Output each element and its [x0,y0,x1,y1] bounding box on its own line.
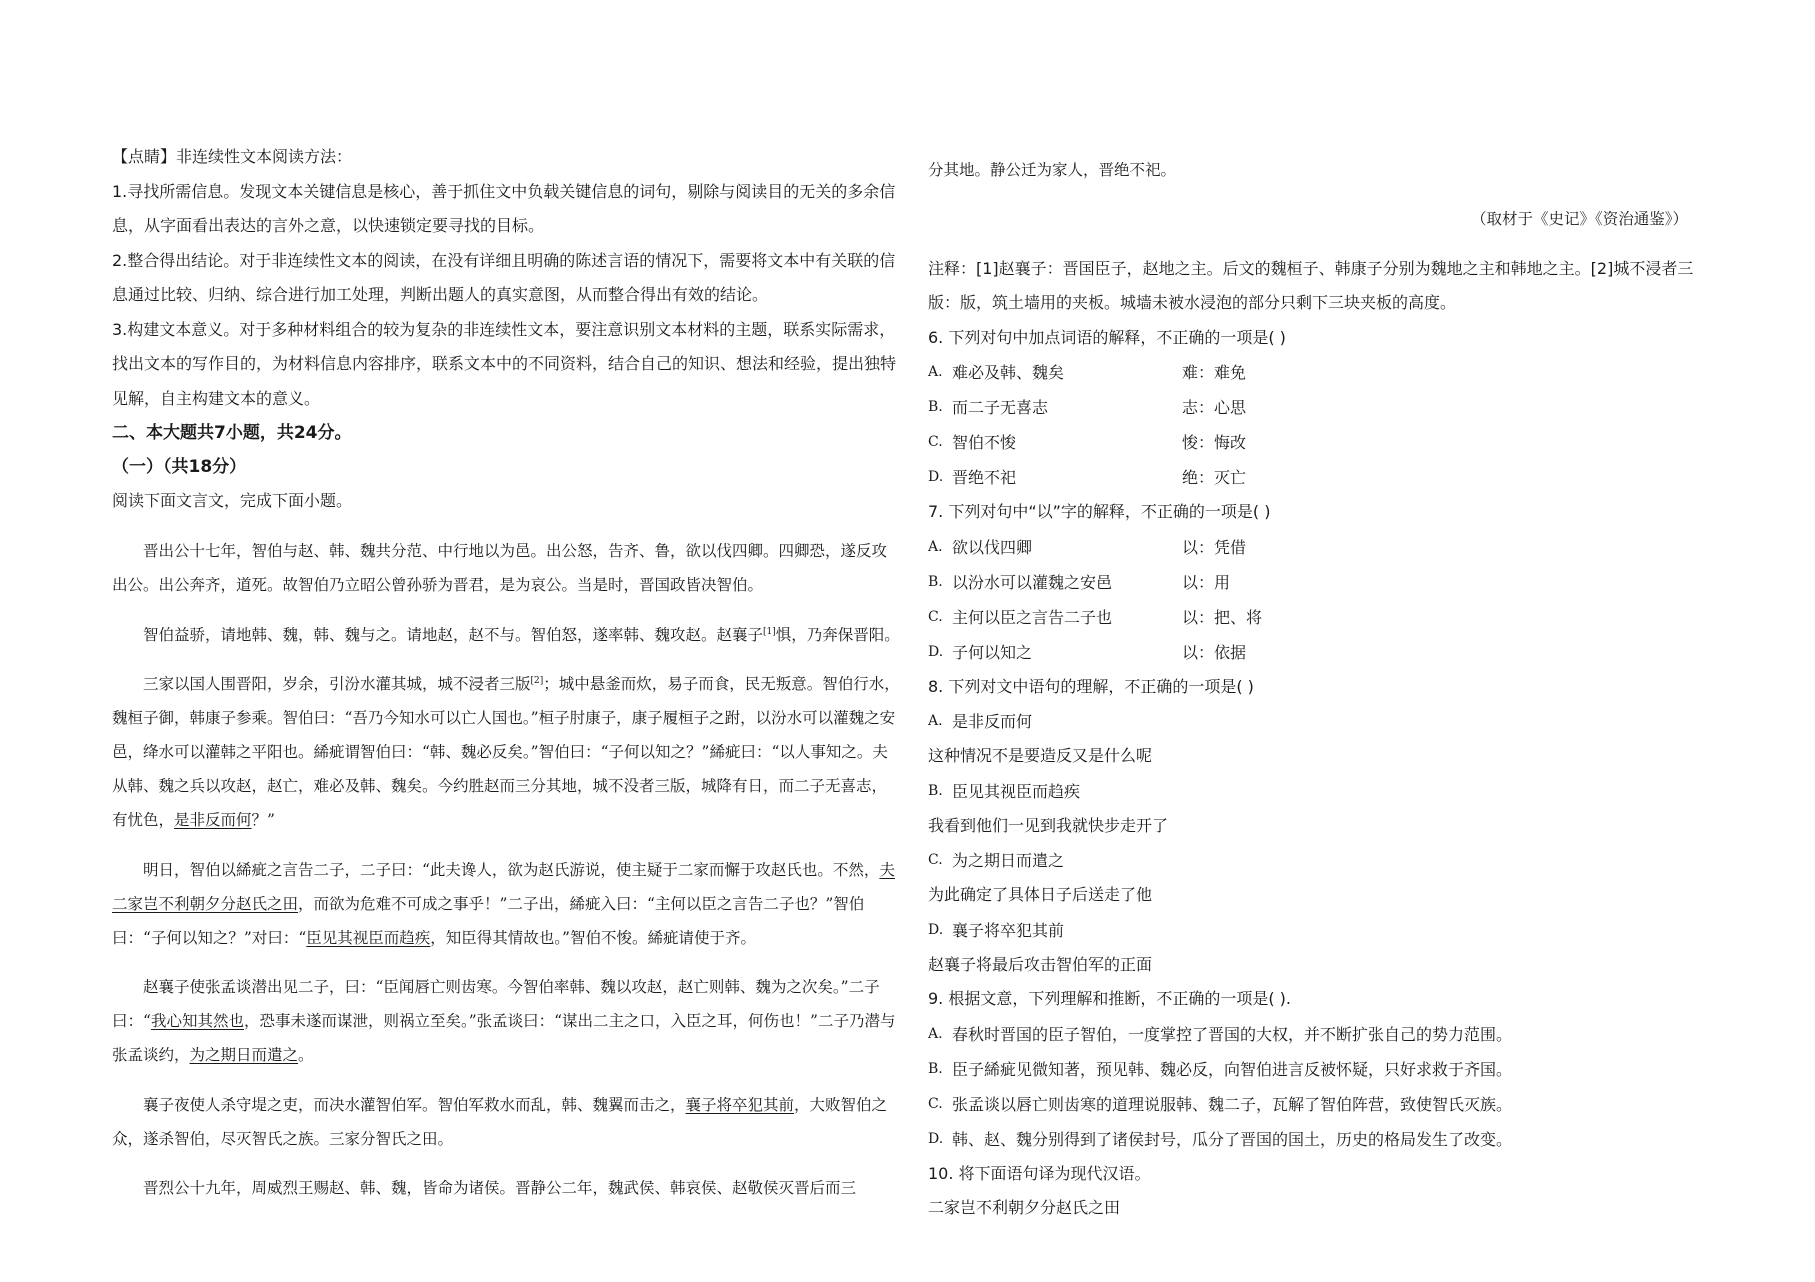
q6-option-c[interactable]: C. 智伯不悛 悛：悔改 [928,433,1247,452]
footnote-marker-1: [1] [763,626,776,637]
tip-1: 1.寻找所需信息。发现文本关键信息是核心，善于抓住文中负载关键信息的词句，剔除与阅读目的无关的多余信息，从字面看出表达的言外之意，以快速锁定要寻找的目标。 [112,181,896,235]
question-8: 8. 下列对文中语句的理解，不正确的一项是( ) [928,676,1254,696]
q7-option-c[interactable]: C. 主何以臣之言告二子也 以：把、将 [928,607,1263,627]
tip-title: 【点睛】非连续性文本阅读方法： [112,147,353,166]
question-7: 7. 下列对句中“以”字的解释，不正确的一项是( ) [928,502,1271,521]
q6-option-d[interactable]: D. 晋绝不祀 绝：灭亡 [928,468,1247,487]
underlined-phrase: 襄子将卒犯其前 [685,1095,795,1114]
underlined-phrase: 是非反而何 [174,811,252,829]
q9-option-b[interactable]: B. 臣子絺疵见微知著，预见韩、魏必反，向智伯进言反被怀疑，只好求救于齐国。 [928,1059,1513,1079]
tip-3: 3.构建文本意义。对于多种材料组合的较为复杂的非连续性文本，要注意识别文本材料的主题，联系实际需求，找出文本的写作目的，为材料信息内容排序，联系文本中的不同资料，结合自己的知识、想法和经验，提出独特见解，自主构建文本的意义。 [112,319,897,408]
left-column [112,140,902,1221]
subsection-heading: （一）（共18分） [112,457,247,477]
q9-option-d[interactable]: D. 韩、赵、魏分别得到了诸侯封号，瓜分了晋国的国土，历史的格局发生了改变。 [928,1129,1513,1149]
q8-option-d[interactable]: D. 襄子将卒犯其前 赵襄子将最后攻击智伯军的正面 [928,920,1153,974]
underlined-phrase: 我心知其然也 [150,1012,244,1030]
source-citation: （取材于《史记》《资治通鉴》） [1470,210,1688,228]
passage-paragraph-5: 赵襄子使张孟谈潜出见二子，曰：“臣闻唇亡则齿寒。今智伯率韩、魏以攻赵，赵亡则韩、魏为之次矣。”二子曰：“我心知其然也，恐事未遂而谋泄，则祸立至矣。”张孟谈曰：“谋出二主之口，入臣之耳，何伤也！”二子乃潜与张孟谈约，为之期日而遣之。 [112,978,896,1064]
section-heading: 二、本大题共7小题，共24分。 [112,423,352,443]
underlined-phrase: 夫二家岂不利朝夕分赵氏之田 [112,860,895,913]
question-10: 10. 将下面语句译为现代汉语。 [928,1163,1151,1183]
q9-option-a[interactable]: A. 春秋时晋国的臣子智伯，一度掌控了晋国的大权，并不断扩张自己的势力范围。 [928,1024,1513,1044]
passage-paragraph-1: 晋出公十七年，智伯与赵、韩、魏共分范、中行地以为邑。出公怒，告齐、鲁，欲以伐四卿。四卿恐，遂反攻出公。出公奔齐，道死。故智伯乃立昭公曾孙骄为晋君，是为哀公。当是时，晋国政皆决智伯。 [112,542,888,594]
right-column [928,137,1718,1226]
passage-paragraph-7-end: 分其地。静公迁为家人，晋绝不祀。 [928,160,1177,179]
question-6: 6. 下列对句中加点词语的解释，不正确的一项是( ) [928,327,1286,347]
q6-option-b[interactable]: B. 而二子无喜志 志：心思 [928,398,1247,417]
question-9: 9. 根据文意，下列理解和推断，不正确的一项是( ). [928,989,1292,1008]
q8-option-c[interactable]: C. 为之期日而遣之 为此确定了具体日子后送走了他 [928,851,1153,904]
q7-option-d[interactable]: D. 子何以知之 以：依据 [928,642,1247,662]
q6-option-a[interactable]: A. 难必及韩、魏矣 难：难免 [928,363,1247,382]
passage-paragraph-4: 明日，智伯以絺疵之言告二子，二子曰：“此夫谗人，欲为赵氏游说，使主疑于二家而懈于攻赵氏也。不然，夫二家岂不利朝夕分赵氏之田，而欲为危难不可成之事乎！”二子出，絺疵入曰：“主何以臣之言告二子也？”智伯曰：“子何以知之？”对曰：“臣见其视臣而趋疾，知臣得其情故也。”智伯不悛。絺疵请使于齐。 [112,860,895,947]
underlined-phrase: 为之期日而遣之 [189,1046,299,1064]
reading-instruction: 阅读下面文言文，完成下面小题。 [112,491,353,510]
footnote-marker-2: [2] [530,675,544,686]
passage-paragraph-6: 襄子夜使人杀守堤之吏，而决水灌智伯军。智伯军救水而乱，韩、魏翼而击之，襄子将卒犯其前，大败智伯之众，遂杀智伯，尽灭智氏之族。三家分智氏之田。 [112,1095,888,1148]
passage-paragraph-3: 三家以国人围晋阳，岁余，引汾水灌其城，城不浸者三版[2]；城中悬釜而炊，易子而食，民无叛意。智伯行水，魏桓子御，韩康子参乘。智伯曰：“吾乃今知水可以亡人国也。”桓子肘康子，康子履桓子之跗，以汾水可以灌魏之安邑，绛水可以灌韩之平阳也。絺疵谓智伯曰：“韩、魏必反矣。”智伯曰：“子何以知之？”絺疵曰：“以人事知之。夫从韩、魏之兵以攻赵，赵亡，难必及韩、魏矣。今约胜赵而三分其地，城不没者三版，城降有日，而二子无喜志，有忧色，是非反而何？” [112,675,900,829]
q10-sentence: 二家岂不利朝夕分赵氏之田 [928,1198,1121,1217]
annotation-notes: 注释：[1]赵襄子：晋国臣子，赵地之主。后文的魏桓子、韩康子分别为魏地之主和韩地之主。[2]城不浸者三版：版，筑土墙用的夹板。城墙未被水浸泡的部分只剩下三块夹板的高度。 [928,258,1694,312]
underlined-phrase: 臣见其视臣而趋疾 [306,928,431,947]
tip-2: 2.整合得出结论。对于非连续性文本的阅读，在没有详细且明确的陈述言语的情况下，需要将文本中有关联的信息通过比较、归纳、综合进行加工处理，判断出题人的真实意图，从而整合得出有效的结论。 [112,250,896,304]
q7-option-a[interactable]: A. 欲以伐四卿 以：凭借 [928,537,1247,557]
q9-option-c[interactable]: C. 张孟谈以唇亡则齿寒的道理说服韩、魏二子，瓦解了智伯阵营，致使智氏灭族。 [928,1094,1513,1114]
q7-option-b[interactable]: B. 以汾水可以灌魏之安邑 以：用 [928,572,1231,592]
passage-paragraph-2: 智伯益骄，请地韩、魏，韩、魏与之。请地赵，赵不与。智伯怒，遂率韩、魏攻赵。赵襄子[1]惧，乃奔保晋阳。 [143,625,900,644]
passage-paragraph-7: 晋烈公十九年，周威烈王赐赵、韩、魏，皆命为诸侯。晋静公二年，魏武侯、韩哀侯、赵敬侯灭晋后而三 [143,1179,857,1197]
q8-option-a[interactable]: A. 是非反而何 这种情况不是要造反又是什么呢 [928,712,1153,765]
q8-option-b[interactable]: B. 臣见其视臣而趋疾 我看到他们一见到我就快步走开了 [928,781,1169,835]
